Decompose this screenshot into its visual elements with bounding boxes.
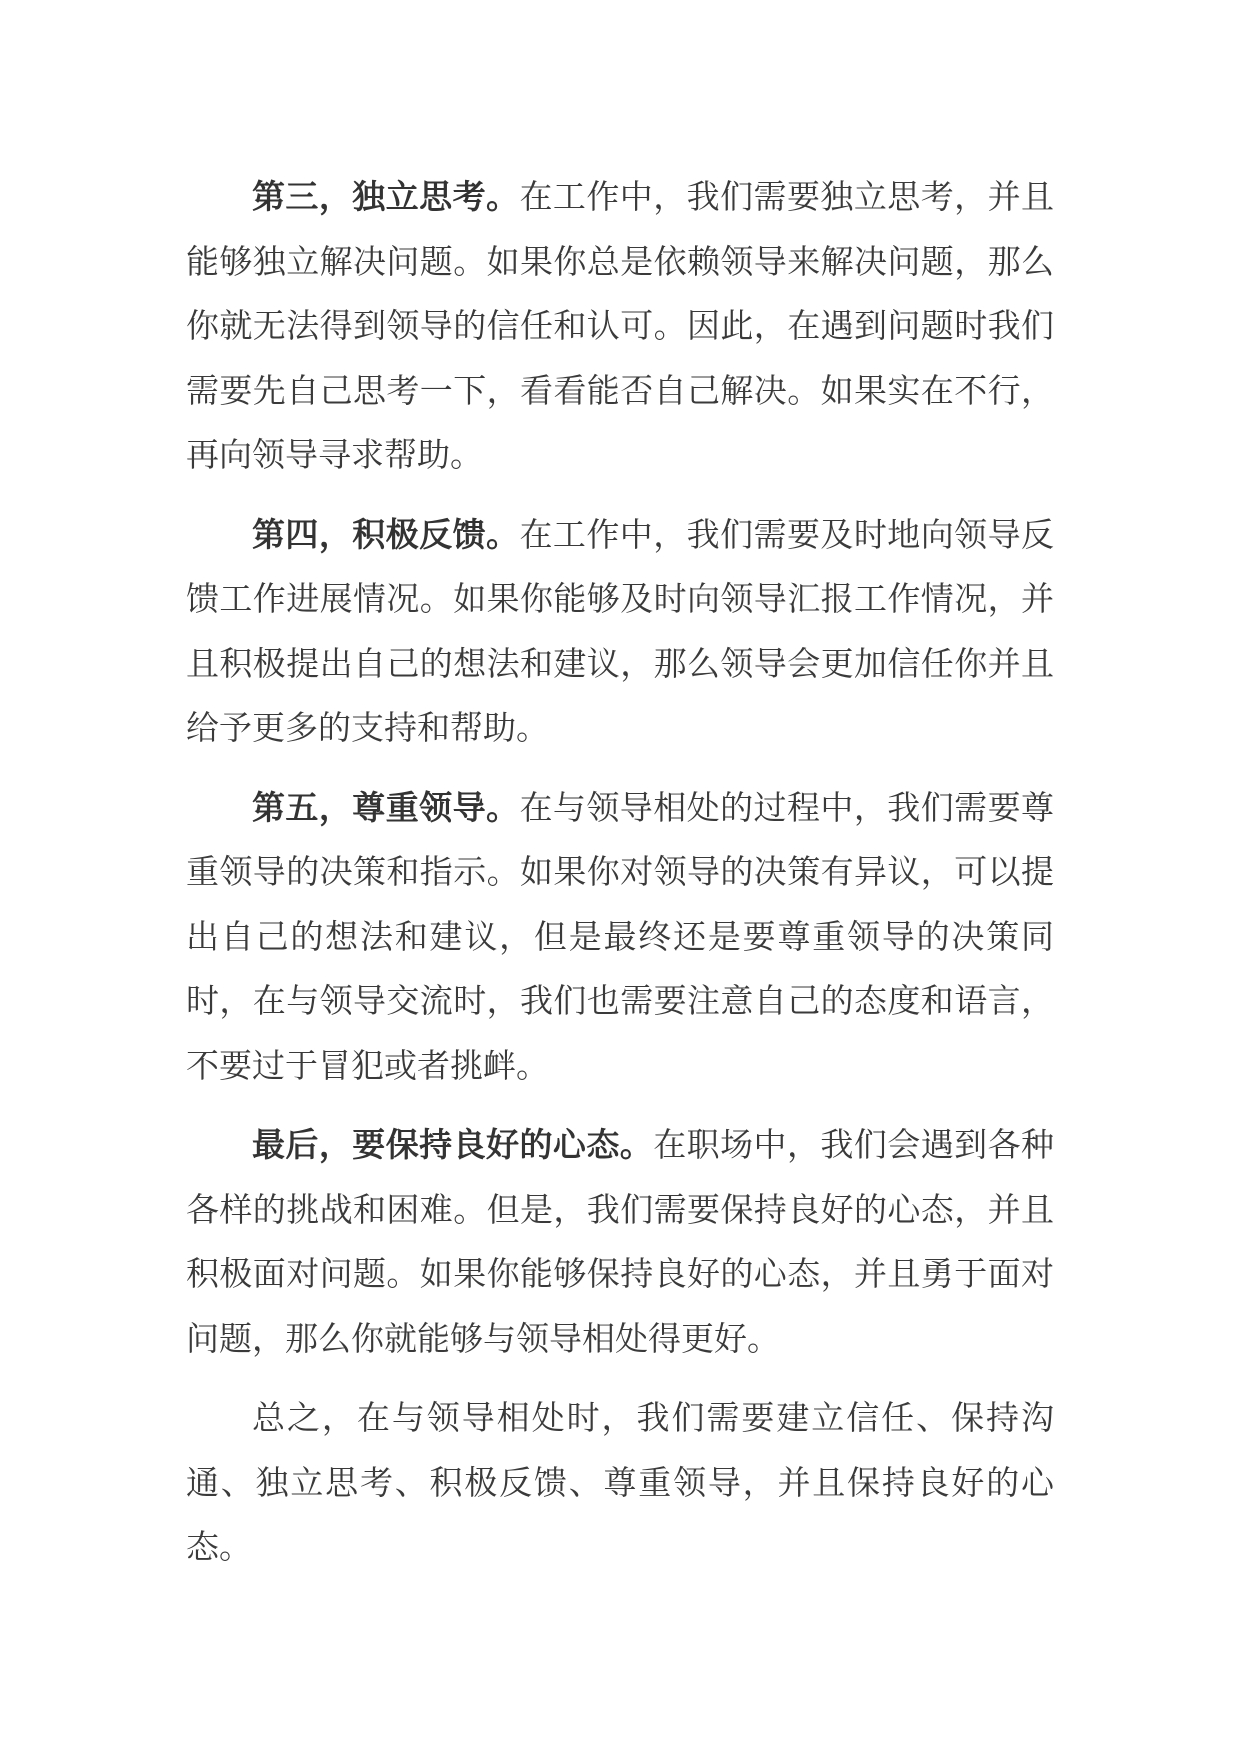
- paragraph-lead: 最后，要保持良好的心态。: [252, 1125, 654, 1164]
- document-body: [186, 165, 1054, 1595]
- paragraph-text: 在职场中，我们会遇到各种各样的挑战和困难。但是，我们需要保持良好的心态，并且积极面对问题。如果你能够保持良好的心态，并且勇于面对问题，那么你就能够与领导相处得更好。: [186, 1125, 1055, 1358]
- paragraph-independent-thinking: [186, 165, 1054, 488]
- paragraph-respect-leader: [186, 776, 1054, 1099]
- paragraph-text: 在工作中，我们需要独立思考，并且能够独立解决问题。如果你总是依赖领导来解决问题，那么你就无法得到领导的信任和认可。因此，在遇到问题时我们需要先自己思考一下，看看能否自己解决。如果实在不行，再向领导寻求帮助。: [186, 177, 1055, 474]
- paragraph-text: 总之，在与领导相处时，我们需要建立信任、保持沟通、独立思考、积极反馈、尊重领导，并且保持良好的心态。: [186, 1398, 1054, 1566]
- paragraph-lead: 第五，尊重领导。: [252, 787, 520, 827]
- paragraph-lead: 第四，积极反馈。: [252, 514, 520, 554]
- paragraph-text: 在工作中，我们需要及时地向领导反馈工作进展情况。如果你能够及时向领导汇报工作情况，并且积极提出自己的想法和建议，那么领导会更加信任你并且给予更多的支持和帮助。: [186, 514, 1055, 747]
- paragraph-active-feedback: [186, 503, 1054, 761]
- paragraph-lead: 第三，独立思考。: [252, 177, 520, 216]
- paragraph-good-mindset: [186, 1113, 1054, 1371]
- paragraph-text: 在与领导相处的过程中，我们需要尊重领导的决策和指示。如果你对领导的决策有异议，可以提出自己的想法和建议，但是最终还是要尊重领导的决策同时，在与领导交流时，我们也需要注意自己的态度和语言，不要过于冒犯或者挑衅。: [186, 787, 1055, 1085]
- paragraph-conclusion: [186, 1386, 1054, 1580]
